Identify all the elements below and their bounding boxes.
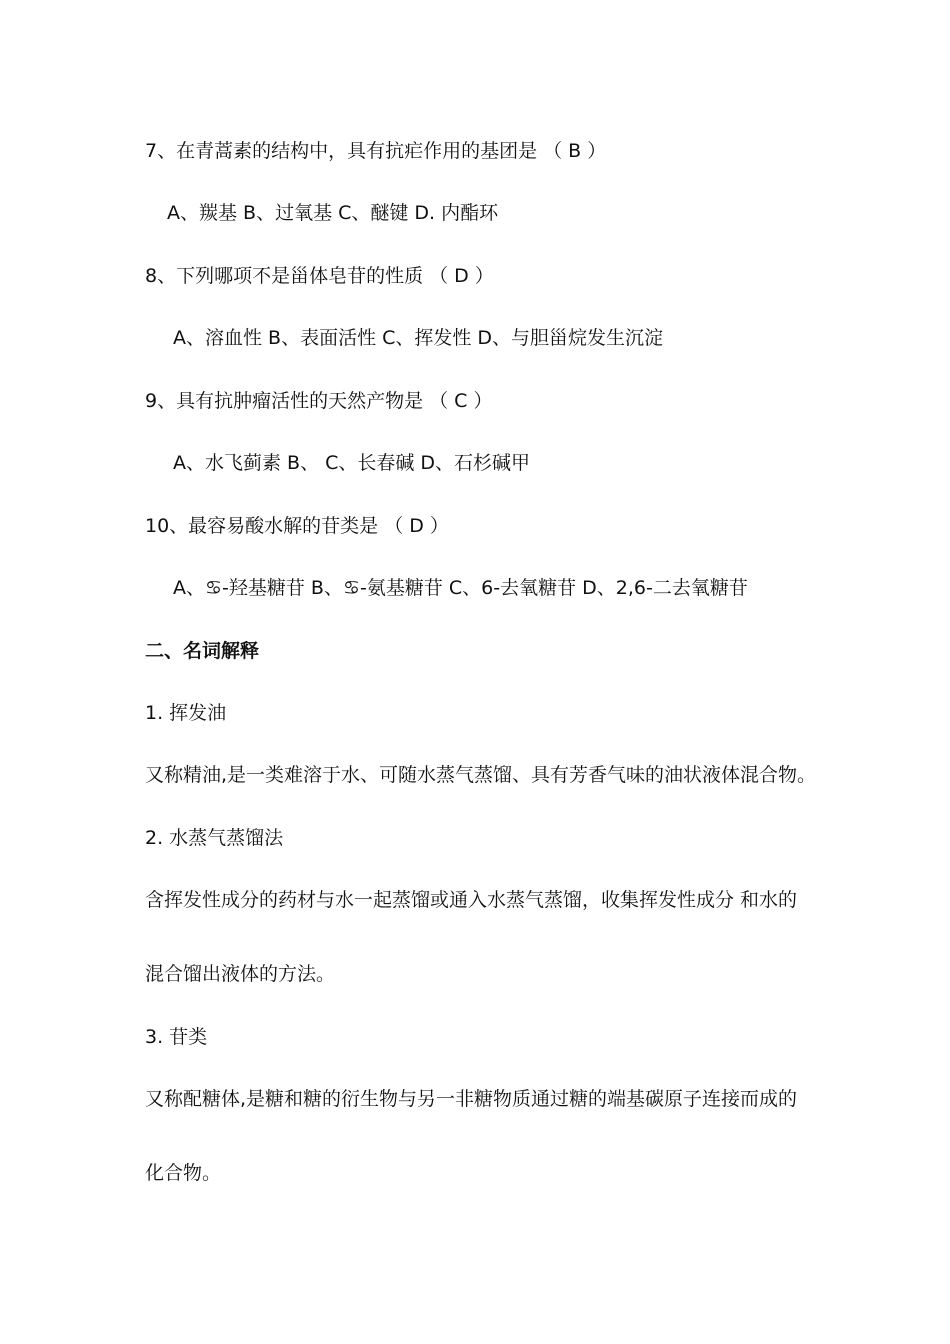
- question-7-options: A、羰基 B、过氧基 C、醚键 D. 内酯环: [167, 202, 499, 224]
- term-2-definition-line-1: 含挥发性成分的药材与水一起蒸馏或通入水蒸气蒸馏，收集挥发性成分 和水的: [145, 889, 798, 911]
- term-3-definition-line-2: 化合物。: [145, 1162, 222, 1184]
- question-8-options: A、溶血性 B、表面活性 C、挥发性 D、与胆甾烷发生沉淀: [173, 327, 664, 349]
- term-2-definition-line-2: 混合馏出液体的方法。: [145, 963, 336, 985]
- term-3-title: 3. 苷类: [145, 1026, 208, 1048]
- term-3-definition-line-1: 又称配糖体,是糖和糖的衍生物与另一非糖物质通过糖的端基碳原子连接而成的: [145, 1088, 798, 1110]
- question-10-stem: 10、最容易酸水解的苷类是 （ D ）: [145, 515, 449, 537]
- term-1-title: 1. 挥发油: [145, 702, 227, 724]
- question-9-stem: 9、具有抗肿瘤活性的天然产物是 （ C ）: [145, 390, 493, 412]
- question-10-options: A、♋-羟基糖苷 B、♋-氨基糖苷 C、6-去氧糖苷 D、2,6-二去氧糖苷: [173, 577, 748, 599]
- term-1-definition: 又称精油,是一类难溶于水、可随水蒸气蒸馏、具有芳香气味的油状液体混合物。: [145, 764, 817, 786]
- question-8-stem: 8、下列哪项不是甾体皂苷的性质 （ D ）: [145, 265, 494, 287]
- term-2-title: 2. 水蒸气蒸馏法: [145, 827, 284, 849]
- question-9-options: A、水飞蓟素 B、 C、长春碱 D、石杉碱甲: [173, 452, 531, 474]
- section-heading: 二、名词解释: [145, 640, 260, 662]
- question-7-stem: 7、在青蒿素的结构中，具有抗疟作用的基团是 （ B ）: [145, 140, 607, 162]
